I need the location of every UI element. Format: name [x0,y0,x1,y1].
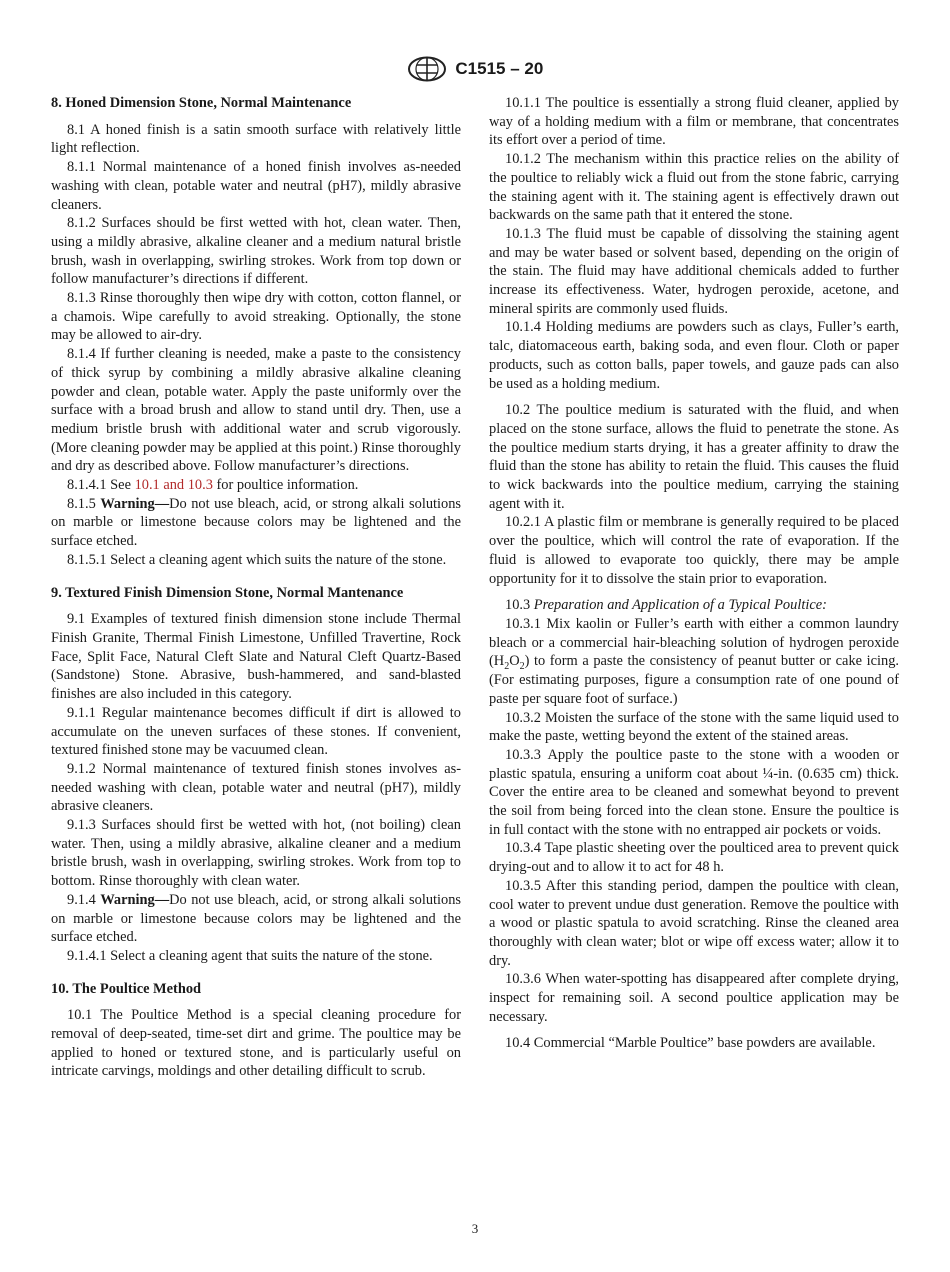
para-9-1: 9.1 Examples of textured finish dimension stone include Thermal Finish Granite, Thermal Finish Limestone, Unfilled Travertine, Rock Face, Split Face, Natural Cleft Slate and Natural Cleft Quartz-Based (Sandstone) Stone. Abrasive, bush-hammered, and sand-blasted finishes are also included in this category. [51,611,461,703]
subscript: 2 [504,661,510,673]
subscript: 2 [519,661,525,673]
left-column [51,94,461,1081]
para-8-1-2: 8.1.2 Surfaces should be first wetted with hot, clean water. Then, using a mildly abrasive, alkaline cleaner and a medium natural bristle brush, wash in overlapping, swirling strokes. Work from top down or follow manufacturer’s directions if different. [51,215,461,288]
para-9-1-4-1: 9.1.4.1 Select a cleaning agent that suits the nature of the stone. [67,947,433,964]
para-10-3-6: 10.3.6 When water-spotting has disappeared after complete drying, inspect for remaining soil. A second poultice application may be necessary. [489,971,899,1025]
para-10-2: 10.2 The poultice medium is saturated with the fluid, and when placed on the stone surface, allows the fluid to penetrate the stone. As the poultice medium starts drying, it has a greater affinity to draw the fluid than the stone has ability to retain the fluid. This causes the fluid to wick backwards into the poultice medium, carrying the staining agent with it. [489,402,899,512]
section-8-title: 8. Honed Dimension Stone, Normal Maintenance [51,95,352,111]
document-code: C1515 – 20 [455,59,544,78]
para-10-3-1 [489,615,899,709]
para-10-1-2: 10.1.2 The mechanism within this practice relies on the ability of the poultice to reliably wick a fluid out from the stone fabric, carrying the staining agent with it. The staining agent is effectively drawn out backwards on the same path that it entered the stone. [489,151,899,224]
para-9-1-4-text: Do not use bleach, acid, or strong alkali solutions on marble or limestone because colors may be lightened and the surface etched. [51,891,462,946]
para-8-1-4-1-tail: for poultice information. [212,477,359,494]
para-8-1-1: 8.1.1 Normal maintenance of a honed finish involves as-needed washing with clean, potable water and neutral (pH7), mildly abrasive cleaners. [51,159,461,213]
para-10-3-1-text: 10.3.1 Mix kaolin or Fuller’s earth with either a common laundry bleach or a commercial hair-bleaching solution of hydrogen peroxide (H [489,615,899,670]
astm-logo-icon [407,56,447,82]
page-header [0,56,950,82]
section-reference-link[interactable]: 10.1 and 10.3 [134,477,213,494]
right-column [489,94,899,1053]
para-8-1-3: 8.1.3 Rinse thoroughly then wipe dry with cotton, cotton flannel, or a chamois. Wipe carefully to avoid streaking. Optionally, the stone may be allowed to air-dry. [51,290,461,344]
para-10-3 [489,596,899,615]
para-10-3-heading: Preparation and Application of a Typical Poultice: [533,597,827,614]
para-10-3-1-o: O [509,653,520,670]
para-10-1-3: 10.1.3 The fluid must be capable of dissolving the staining agent and may be water based or solvent based, depending on the origin of the stain. The fluid may have additional chemicals added to further increase its effectiveness. Water, hydrogen peroxide, acetone, and mineral spirits are commonly used fluids. [489,225,899,317]
para-8-1-5-text: Do not use bleach, acid, or strong alkali solutions on marble or limestone because colors may be lightened and the surface etched. [51,495,462,550]
para-10-4: 10.4 Commercial “Marble Poultice” base powders are available. [505,1035,876,1052]
para-10-1-1: 10.1.1 The poultice is essentially a strong fluid cleaner, applied by way of a holding medium with a film or membrane, that concentrates its effort over a period of time. [489,95,899,149]
page-number: 3 [471,1221,479,1236]
para-10-3-5: 10.3.5 After this standing period, dampen the poultice with clean, cool water to prevent undue dust generation. Remove the poultice with a wood or plastic spatula to avoid scratching. Rinse the cleaned area thoroughly with clean water; blot or wipe off excess water; allow it to dry. [489,877,899,969]
section-9-title: 9. Textured Finish Dimension Stone, Normal Mantenance [51,584,404,601]
para-10-3-2: 10.3.2 Moisten the surface of the stone with the same liquid used to make the paste, wetting beyond the extent of the stained areas. [489,709,899,745]
section-10-title: 10. The Poultice Method [51,980,202,997]
para-10-3-3: 10.3.3 Apply the poultice paste to the stone with a wooden or plastic spatula, ensuring a uniform coat about ¼-in. (0.635 cm) thick. Cover the entire area to be cleaned and somewhat beyond to prevent the soil from being forced into the clean stone. Ensure the poultice is in full contact with the stone with no entrapped air pockets or voids. [489,746,899,838]
warning-label: Warning— [100,891,170,908]
para-9-1-4 [51,891,461,947]
para-10-3-number: 10.3 [505,597,534,614]
para-10-2-1: 10.2.1 A plastic film or membrane is generally required to be placed over the poultice, which will control the rate of evaporation. If the fluid is allowed to evaporate too quickly, there may be ample opportunity for it to dissolve the stain prior to evaporation. [489,514,899,587]
para-8-1-4: 8.1.4 If further cleaning is needed, make a paste to the consistency of thick syrup by combining a mildly abrasive alkaline cleaning powder and clean, potable water. Apply the paste uniformly over the surface with a broad brush and allow to stand until dry. Then, use a medium bristle brush with additional water and scrub vigorously. (More cleaning powder may be applied at this point.) Rinse thoroughly and dry as described above. Follow manufacturer’s directions. [51,346,461,475]
para-9-1-2: 9.1.2 Normal maintenance of textured finish stones involves as-needed washing with clean, potable water and neutral (pH7), mildly abrasive cleaners. [51,760,461,815]
para-9-1-4-number: 9.1.4 [67,891,101,908]
para-8-1-5-1: 8.1.5.1 Select a cleaning agent which suits the nature of the stone. [67,551,447,568]
para-8-1: 8.1 A honed finish is a satin smooth surface with relatively little light reflection. [51,121,461,157]
para-9-1-3: 9.1.3 Surfaces should first be wetted with hot, (not boiling) clean water. Then, using a mildly abrasive, alkaline cleaner and a medium bristle brush, wash in overlapping, swirling strokes. Work from top to bottom. Rinse thoroughly with clean water. [51,817,461,890]
warning-label: Warning— [100,495,170,512]
para-10-3-1-tail: ) to form a paste the consistency of peanut butter or cake icing. (For estimating purposes, figure a consumption rate of one pound of paste per square foot of surface.) [489,653,899,707]
para-10-1-4: 10.1.4 Holding mediums are powders such as clays, Fuller’s earth, talc, diatomaceous earth, baking soda, and even flour. Cloth or paper products, such as cotton balls, paper towels, and gauze pads can also be used as a holding medium. [489,319,899,392]
para-8-1-5-number: 8.1.5 [67,495,101,512]
para-10-3-4: 10.3.4 Tape plastic sheeting over the poulticed area to prevent quick drying-out and to allow it to act for 48 h. [489,840,899,876]
para-9-1-1: 9.1.1 Regular maintenance becomes difficult if dirt is allowed to accumulate on the uneven surfaces of these stones. If convenient, textured finished stone may be vacuumed clean. [51,704,461,759]
para-8-1-4-1-text: 8.1.4.1 See [67,477,135,494]
para-8-1-5 [51,495,461,551]
para-10-1: 10.1 The Poultice Method is a special cleaning procedure for removal of deep-seated, time-set dirt and grime. The poultice may be applied to honed or textured stone, and is particularly useful on intricate carvings, moldings and other detailing difficult to scrub. [51,1007,461,1080]
para-8-1-4-1 [51,476,461,495]
